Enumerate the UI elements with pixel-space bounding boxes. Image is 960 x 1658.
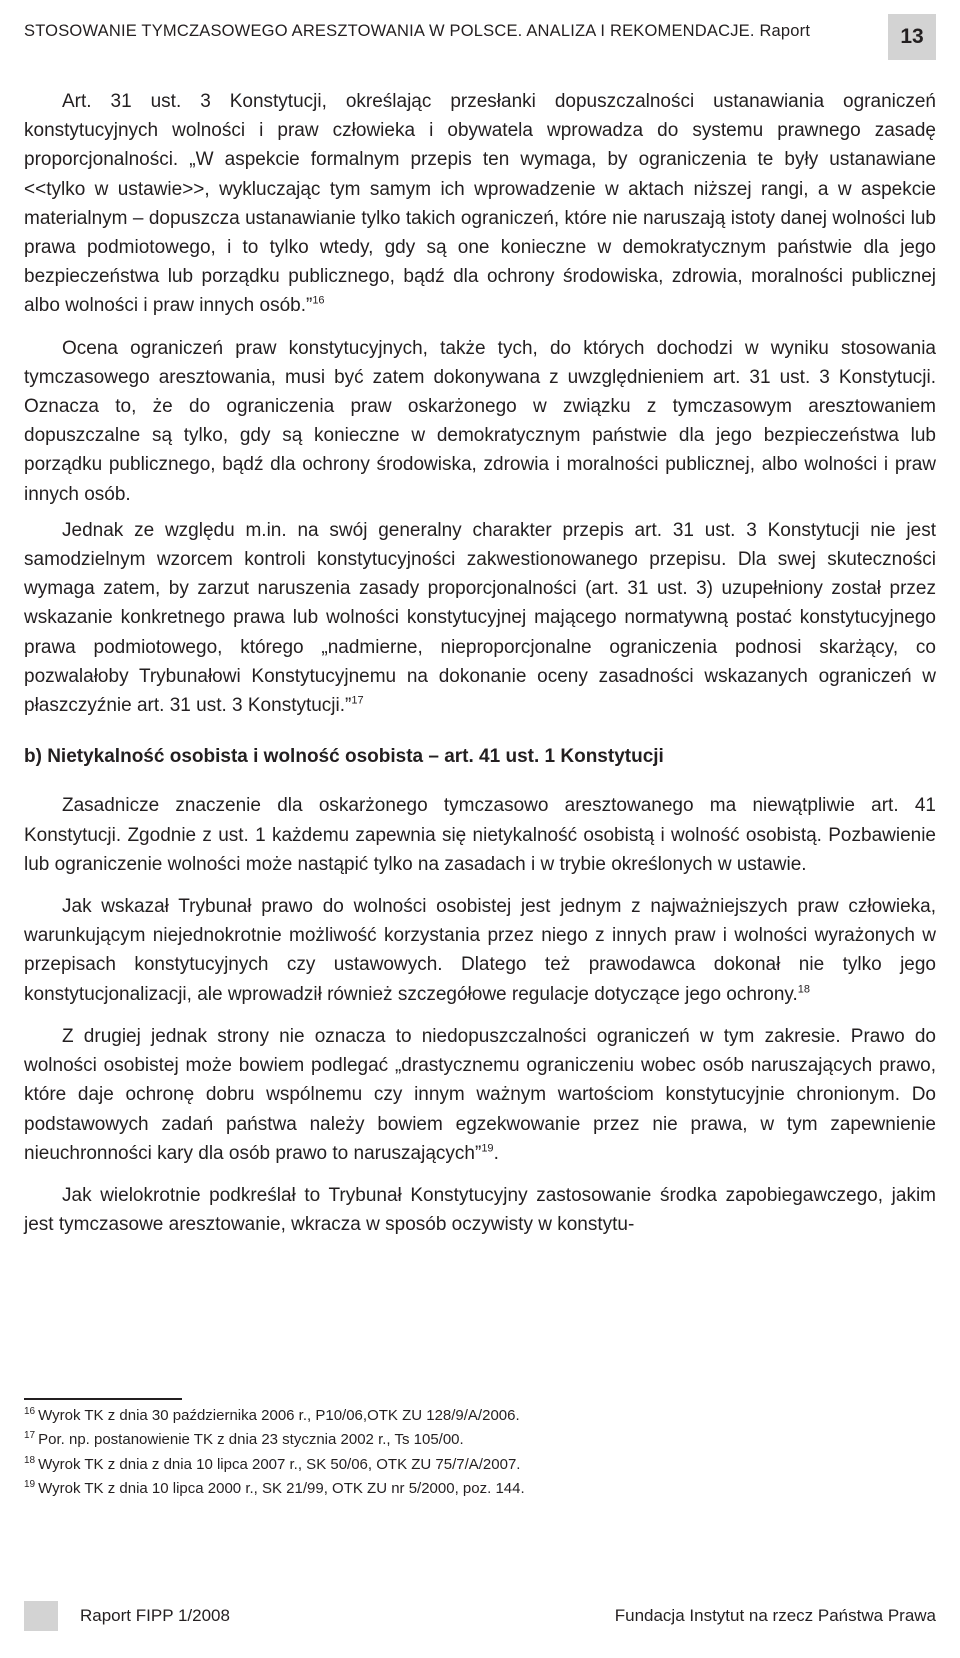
page-header bbox=[24, 14, 936, 54]
footnote-ref[interactable]: 17 bbox=[351, 694, 364, 707]
paragraph-text: Art. 31 ust. 3 Konstytucji, określając przesłanki dopuszczalności ustanawiania ograniczeń konstytucyjnych wolności i praw człowieka i obywatela wprowadza do systemu prawnego zasadę proporcjonalności. „W aspekcie formalnym przepis ten wymaga, by ograniczenia te były ustanawiane <<tylko w ustawie>>, wykluczając tym samym ich wprowadzenie w aktach niższej rangi, a w aspekcie materialnym – dopuszcza ustanawianie tylko takich ograniczeń, które nie naruszają istoty danej wolności lub prawa podmiotowego, i to tylko wtedy, gdy są one konieczne w demokratycznym państwie dla jego bezpieczeństwa lub porządku publicznego, bądź dla ochrony środowiska, zdrowia, moralności publicznej albo wolności i praw innych osób.” bbox=[24, 91, 936, 317]
paragraph: Ocena ograniczeń praw konstytucyjnych, także tych, do których dochodzi w wyniku stosowania tymczasowego aresztowania, musi być zatem dokonywana z uwzględnieniem art. 31 ust. 3 Konstytucji. Oznacza to, że do ograniczenia praw oskarżonego w związku z tymczasowym aresztowaniem dopuszczalne są tylko, gdy są konieczne w demokratycznym państwie dla jego bezpieczeństwa lub porządku publicznego, bądź dla ochrony środowiska, zdrowia i moralności publicznej, albo wolności i praw innych osób. bbox=[24, 337, 936, 505]
paragraph-end: . bbox=[493, 1142, 499, 1164]
paragraph bbox=[24, 87, 936, 321]
footer-marker bbox=[24, 1601, 58, 1631]
footnotes bbox=[24, 1404, 936, 1501]
footer-publisher: Fundacja Instytut na rzecz Państwa Prawa bbox=[614, 1606, 936, 1625]
paragraph-text: Jak wskazał Trybunał prawo do wolności osobistej jest jednym z najważniejszych praw człowieka, warunkującym niejednokrotnie możliwość korzystania przez niego z innych praw i wolności wyrażonych w przepisach konstytucyjnych czy ustawowych. Dlatego też prawodawca dokonał nie tylko jego konstytucjonalizacji, ale wprowadził również szczegółowe regulacje dotyczące jego ochrony. bbox=[24, 896, 936, 1005]
paragraph bbox=[24, 1022, 936, 1168]
page-body bbox=[24, 87, 936, 1239]
footnote-divider bbox=[24, 1398, 182, 1400]
footnote-ref[interactable]: 16 bbox=[312, 295, 325, 308]
footnote-text: Wyrok TK z dnia z dnia 10 lipca 2007 r., SK 50/06, OTK ZU 75/7/A/2007. bbox=[38, 1455, 521, 1473]
footnote-text: Wyrok TK z dnia 30 października 2006 r., P10/06,OTK ZU 128/9/A/2006. bbox=[38, 1407, 520, 1424]
paragraph: Jak wielokrotnie podkreślał to Trybunał Konstytucyjny zastosowanie środka zapobiegawczego, jakim jest tymczasowe aresztowanie, wkracza w sposób oczywisty w konstytu- bbox=[24, 1184, 936, 1236]
footnote bbox=[24, 1477, 936, 1501]
paragraph: Zasadnicze znaczenie dla oskarżonego tymczasowo aresztowanego ma niewątpliwie art. 41 Konstytucji. Zgodnie z ust. 1 każdemu zapewnia się nietykalność osobistą i wolność osobistą. Pozbawienie lub ograniczenie wolności może nastąpić tylko na zasadach i w trybie określonych w ustawie. bbox=[24, 795, 936, 875]
footnote-ref[interactable]: 18 bbox=[797, 983, 811, 996]
footnote-text: Por. np. postanowienie TK z dnia 23 stycznia 2002 r., Ts 105/00. bbox=[38, 1431, 464, 1449]
footnote bbox=[24, 1404, 936, 1428]
footnote-number: 17 bbox=[24, 1430, 36, 1442]
footnote bbox=[24, 1453, 936, 1477]
footnote bbox=[24, 1428, 936, 1452]
footnote-ref[interactable]: 19 bbox=[481, 1142, 494, 1155]
paragraph bbox=[24, 516, 936, 720]
footer-report-id: Raport FIPP 1/2008 bbox=[80, 1606, 230, 1625]
running-header-title: STOSOWANIE TYMCZASOWEGO ARESZTOWANIA W POLSCE. ANALIZA I REKOMENDACJE. Raport bbox=[24, 22, 811, 40]
footnote-text: Wyrok TK z dnia 10 lipca 2000 r., SK 21/99, OTK ZU nr 5/2000, poz. 144. bbox=[38, 1479, 525, 1497]
paragraph-text: Z drugiej jednak strony nie oznacza to niedopuszczalności ograniczeń w tym zakresie. Prawo do wolności osobistej może bowiem podlegać „drastycznemu ograniczeniu wobec osób naruszających prawo, które daje ochronę dobru wspólnemu czy innym ważnym wartościom konstytucyjnie chronionym. Do podstawowych zadań państwa należy bowiem egzekwowanie przez nie prawa, w tym zapewnienie nieuchronności kary dla osób prawo to naruszających” bbox=[24, 1025, 936, 1164]
footnote-number: 18 bbox=[24, 1454, 36, 1466]
footnote-number: 16 bbox=[24, 1406, 36, 1417]
footnote-number: 19 bbox=[24, 1478, 36, 1490]
paragraph-text: Jednak ze względu m.in. na swój generalny charakter przepis art. 31 ust. 3 Konstytucji nie jest samodzielnym wzorcem kontroli konstytucyjności zakwestionowanego przepisu. Dla swej skuteczności wymaga zatem, by zarzut naruszenia zasady proporcjonalności (art. 31 ust. 3) uzupełniony został przez wskazanie konkretnego prawa lub wolności konstytucyjnej mającego normatywną postać konstytucyjnego prawa podmiotowego, którego „nadmierne, nieproporcjonalne ograniczenia podnosi skarżący, co pozwalałoby Trybunałowi Konstytucyjnemu na dokonanie oceny zasadności wskazanych ograniczeń w płaszczyźnie art. 31 ust. 3 Konstytucji.” bbox=[24, 519, 936, 717]
page-number-badge: 13 bbox=[888, 14, 936, 60]
paragraph bbox=[24, 892, 936, 1009]
section-heading: b) Nietykalność osobista i wolność osobista – art. 41 ust. 1 Konstytucji bbox=[24, 746, 664, 768]
page-footer bbox=[24, 1592, 936, 1632]
